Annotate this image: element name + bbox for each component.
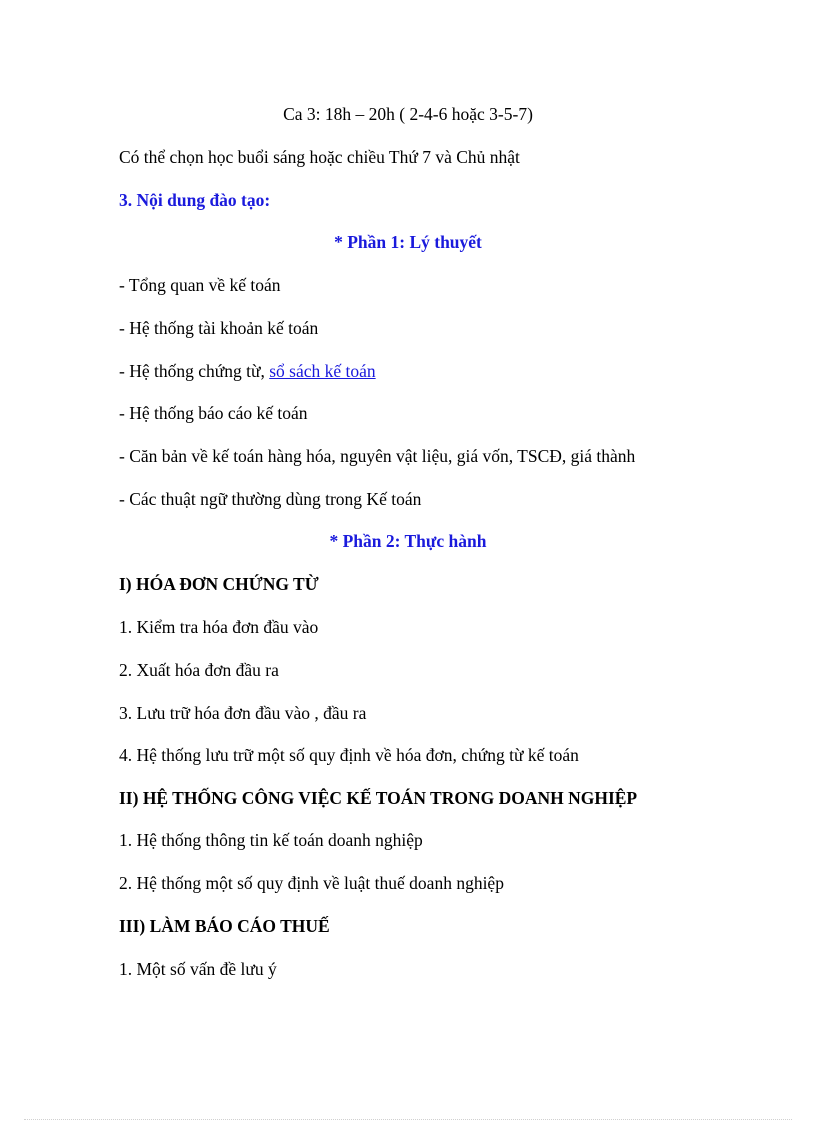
section-I-item: 2. Xuất hóa đơn đầu ra xyxy=(119,660,279,680)
section-I-item: 3. Lưu trữ hóa đơn đầu vào , đầu ra xyxy=(119,703,367,723)
part1-item: - Hệ thống tài khoản kế toán xyxy=(119,318,319,338)
page-bottom-border xyxy=(24,1119,792,1120)
part1-item-with-link xyxy=(119,360,376,382)
section-II-item: 1. Hệ thống thông tin kế toán doanh nghiệp xyxy=(119,830,423,850)
so-sach-ke-toan-link[interactable]: sổ sách kế toán xyxy=(269,361,376,381)
part1-item: - Hệ thống báo cáo kế toán xyxy=(119,403,308,423)
section-I-title: I) HÓA ĐƠN CHỨNG TỪ xyxy=(119,574,319,594)
part-1-title: * Phần 1: Lý thuyết xyxy=(334,232,482,252)
section-I-item: 4. Hệ thống lưu trữ một số quy định về hóa đơn, chứng từ kế toán xyxy=(119,745,579,765)
section-3-title: 3. Nội dung đào tạo: xyxy=(119,190,271,210)
weekend-note: Có thể chọn học buổi sáng hoặc chiều Thứ 7 và Chủ nhật xyxy=(119,147,520,167)
part1-item-text: - Hệ thống chứng từ, xyxy=(119,361,270,381)
part1-item: - Các thuật ngữ thường dùng trong Kế toán xyxy=(119,489,422,509)
schedule-line: Ca 3: 18h – 20h ( 2-4-6 hoặc 3-5-7) xyxy=(283,104,533,124)
section-I-item: 1. Kiểm tra hóa đơn đầu vào xyxy=(119,617,319,637)
section-II-title: II) HỆ THỐNG CÔNG VIỆC KẾ TOÁN TRONG DOANH NGHIỆP xyxy=(119,788,638,808)
section-III-title: III) LÀM BÁO CÁO THUẾ xyxy=(119,916,330,936)
section-III-item: 1. Một số vấn đề lưu ý xyxy=(119,959,277,979)
part1-item: - Căn bản về kế toán hàng hóa, nguyên vật liệu, giá vốn, TSCĐ, giá thành xyxy=(119,446,636,466)
part1-item: - Tổng quan về kế toán xyxy=(119,275,281,295)
part-2-title: * Phần 2: Thực hành xyxy=(329,531,487,551)
section-II-item: 2. Hệ thống một số quy định về luật thuế doanh nghiệp xyxy=(119,873,504,893)
